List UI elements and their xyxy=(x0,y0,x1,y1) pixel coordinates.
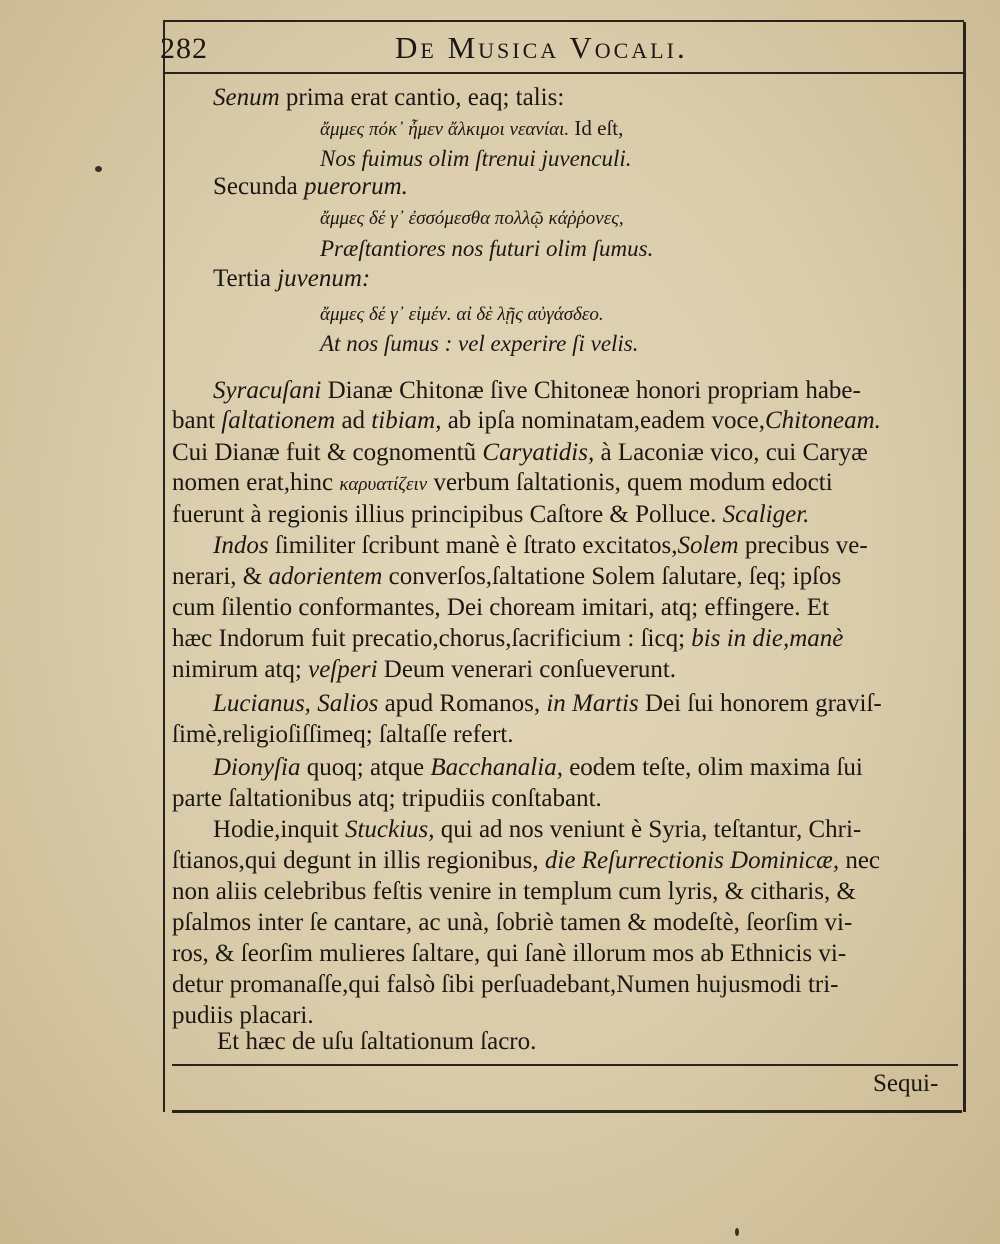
roman-text: apud Romanos, xyxy=(378,690,547,717)
ink-spot xyxy=(95,166,102,172)
text-line xyxy=(213,172,408,202)
roman-text: pſalmos inter ſe cantare, ac unà, ſobriè tamen & modeſtè, ſeorſim vi- xyxy=(172,909,853,936)
greek-text: ἄμμες δέ γ᾽ εἰμέν. αἰ δὲ λῇς αὐγάσδεο. xyxy=(320,304,604,325)
italic-text: Scaliger. xyxy=(722,501,810,528)
italic-text: Senum xyxy=(213,84,280,111)
header-rule xyxy=(163,72,964,74)
text-line xyxy=(213,689,882,719)
text-line xyxy=(172,720,514,750)
text-line xyxy=(172,593,829,623)
frame-bottom-rule xyxy=(172,1110,962,1113)
roman-text: parte ſaltationibus atq; tripudiis conſtabant. xyxy=(172,785,602,812)
roman-text: ab ipſa nominatam,eadem voce, xyxy=(441,407,765,434)
roman-text: fuerunt à regionis illius principibus Caſtore & Polluce. xyxy=(172,501,723,528)
italic-text: Bacchanalia, xyxy=(430,754,563,781)
text-line xyxy=(172,908,852,938)
text-line xyxy=(172,438,868,468)
text-line xyxy=(172,624,843,654)
italic-text: die Reſurrectionis Dominicæ, xyxy=(544,847,840,874)
roman-text: ſimiliter ſcribunt manè è ſtrato excitatos, xyxy=(268,532,678,559)
italic-text: veſperi xyxy=(308,656,378,683)
roman-text: non aliis celebribus feſtis venire in templum cum lyris, & citharis, & xyxy=(172,878,856,905)
text-line xyxy=(172,562,841,592)
roman-text: ad xyxy=(335,407,372,434)
italic-text: ſaltationem xyxy=(221,407,336,434)
roman-text: pudiis placari. xyxy=(172,1002,314,1029)
text-line xyxy=(320,300,604,330)
text-line xyxy=(172,970,839,1000)
text-line xyxy=(172,784,602,814)
roman-text: Secunda xyxy=(213,173,304,200)
roman-text: qui ad nos veniunt è Syria, teſtantur, Chri- xyxy=(434,816,862,843)
text-line xyxy=(172,939,846,969)
italic-text: puerorum. xyxy=(303,173,408,200)
text-line xyxy=(213,531,868,561)
roman-text: Cui Dianæ fuit & cognomentũ xyxy=(172,439,483,466)
roman-text: ſtianos,qui degunt in illis regionibus, xyxy=(172,847,545,874)
roman-text: precibus ve- xyxy=(738,532,868,559)
text-line xyxy=(320,329,639,359)
italic-text: Salios xyxy=(317,690,379,717)
text-line xyxy=(320,204,624,234)
roman-text: nerari, & xyxy=(172,563,269,590)
italic-text: Caryatidis, xyxy=(482,439,595,466)
text-line xyxy=(172,846,880,876)
text-line xyxy=(320,144,632,174)
roman-text: nimirum atq; xyxy=(172,656,309,683)
roman-text: Tertia xyxy=(213,265,278,292)
roman-text: nec xyxy=(839,847,881,874)
ink-spot xyxy=(735,1228,739,1236)
text-line xyxy=(172,468,833,500)
text-line xyxy=(213,753,863,783)
roman-text: converſos,ſaltatione Solem ſalutare, ſeq; ipſos xyxy=(382,563,842,590)
text-line xyxy=(213,83,564,113)
roman-text: ſimè,religioſiſſimeq; ſaltaſſe refert. xyxy=(172,721,514,748)
italic-text: Lucianus, xyxy=(213,690,311,717)
roman-text: hæc Indorum fuit precatio,chorus,ſacrificium : ſicq; xyxy=(172,625,692,652)
italic-text: Solem xyxy=(677,532,739,559)
italic-text: Stuckius, xyxy=(344,816,435,843)
text-line xyxy=(320,113,623,145)
roman-text: nomen erat,hinc xyxy=(172,469,340,496)
page-number: 282 xyxy=(160,32,208,65)
catchword: Sequi- xyxy=(873,1070,939,1097)
roman-text: Et hæc de uſu ſaltationum ſacro. xyxy=(217,1028,537,1055)
text-line xyxy=(172,500,809,530)
text-line xyxy=(213,815,861,845)
running-title: De Musica Vocali. xyxy=(395,30,688,65)
roman-text: bant xyxy=(172,407,222,434)
roman-text: Id eſt, xyxy=(569,116,624,140)
italic-text: At nos ſumus : vel experire ſi velis. xyxy=(320,331,639,356)
roman-text: detur promanaſſe,qui falsò ſibi perſuadebant,Numen hujusmodi tri- xyxy=(172,971,839,998)
roman-text: Hodie,inquit xyxy=(213,816,345,843)
italic-text: Syracuſani xyxy=(213,377,322,404)
greek-text: ἄμμες πόκ᾽ ἦμεν ἄλκιμοι νεανίαι. xyxy=(320,119,570,140)
text-line xyxy=(213,376,861,406)
roman-text: eodem teſte, olim maxima ſui xyxy=(562,754,863,781)
text-line xyxy=(172,877,856,907)
italic-text: Indos xyxy=(213,532,269,559)
roman-text: verbum ſaltationis, quem modum edocti xyxy=(427,469,833,496)
italic-text: in Martis xyxy=(546,690,639,717)
text-line xyxy=(217,1027,536,1057)
footer-rule xyxy=(172,1064,958,1066)
text-line xyxy=(213,264,370,294)
italic-text: Dionyſia xyxy=(213,754,301,781)
greek-text: ἄμμες δέ γ᾽ ἐσσόμεσθα πολλῷ κάῤῥονες, xyxy=(320,208,624,229)
italic-text: adorientem xyxy=(268,563,383,590)
roman-text: ros, & ſeorſim mulieres ſaltare, qui ſanè illorum mos ab Ethnicis vi- xyxy=(172,940,847,967)
italic-text: tibiam, xyxy=(371,407,442,434)
text-line xyxy=(172,406,881,436)
italic-text: Præſtantiores nos futuri olim ſumus. xyxy=(320,236,654,261)
roman-text: cum ſilentio conformantes, Dei choream imitari, atq; effingere. Et xyxy=(172,594,829,621)
roman-text: Dianæ Chitonæ ſive Chitoneæ honori propriam habe- xyxy=(321,377,861,404)
text-line xyxy=(320,234,653,264)
italic-text: Nos fuimus olim ſtrenui juvenculi. xyxy=(320,146,632,171)
italic-text: juvenum: xyxy=(277,265,371,292)
roman-text: prima erat cantio, eaq; talis: xyxy=(279,84,565,111)
text-line xyxy=(172,655,676,685)
greek-text: καρυατίζειν xyxy=(339,474,428,495)
italic-text: Chitoneam. xyxy=(764,407,881,434)
roman-text: quoq; atque xyxy=(300,754,431,781)
roman-text: Dei ſui honorem graviſ- xyxy=(638,690,882,717)
roman-text: Deum venerari conſueverunt. xyxy=(377,656,677,683)
italic-text: bis in die,manè xyxy=(691,625,844,652)
roman-text: à Laconiæ vico, cui Caryæ xyxy=(594,439,868,466)
